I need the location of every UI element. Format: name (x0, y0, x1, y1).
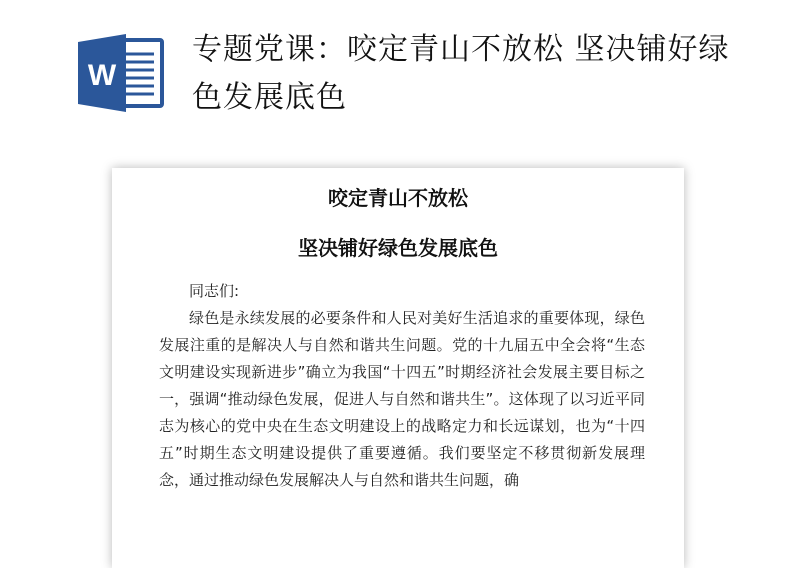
header (0, 0, 800, 150)
document-body (159, 278, 645, 494)
word-icon (76, 32, 166, 114)
document-heading-2: 坚决铺好绿色发展底色 (298, 236, 498, 260)
word-icon-letter: W (87, 59, 117, 92)
salutation: 同志们: (189, 282, 240, 300)
document-heading-1: 咬定青山不放松 (328, 186, 468, 210)
page-title: 专题党课：咬定青山不放松 坚决铺好绿色发展底色 (192, 32, 730, 115)
paragraph-1: 绿色是永续发展的必要条件和人民对美好生活追求的重要体现，绿色发展注重的是解决人与自然和谐共生问题。党的十九届五中全会将“生态文明建设实现新进步”确立为我国“十四五”时期经济社会发展主要目标之一，强调“推动绿色发展，促进人与自然和谐共生”。这体现了以习近平同志为核心的党中央在生态文明建设上的战略定力和长远谋划，也为“十四五”时期生态文明建设提供了重要遵循。我们要坚定不移贯彻新发展理念，通过推动绿色发展解决人与自然和谐共生问题，确 (159, 309, 645, 489)
word-icon-graphic (76, 32, 166, 114)
document-page (112, 168, 684, 568)
